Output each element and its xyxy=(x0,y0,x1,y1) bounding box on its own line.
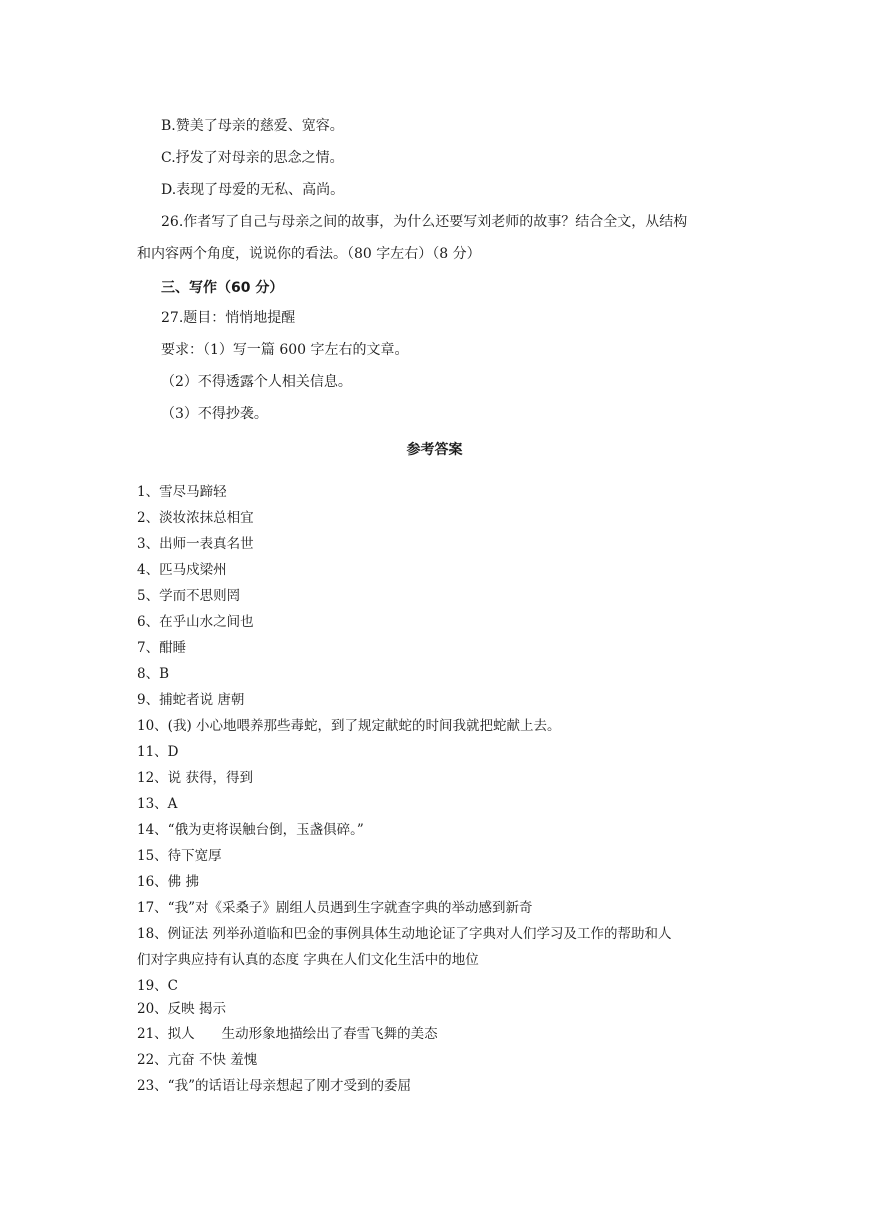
answer-item: 22、亢奋 不快 羞愧 xyxy=(137,1052,258,1068)
question-26-line-1: 26.作者写了自己与母亲之间的故事，为什么还要写刘老师的故事？结合全文，从结构 xyxy=(161,214,688,230)
question-25-option-c: C.抒发了对母亲的思念之情。 xyxy=(161,150,344,166)
question-27-title: 27.题目：悄悄地提醒 xyxy=(161,310,296,326)
question-26-line-2: 和内容两个角度，说说你的看法。（80 字左右）（8 分） xyxy=(137,246,481,262)
writing-requirement-3: （3）不得抄袭。 xyxy=(161,406,268,422)
answer-item: 12、说 获得，得到 xyxy=(137,770,253,786)
answer-item: 17、“我”对《采桑子》剧组人员遇到生字就查字典的举动感到新奇 xyxy=(137,900,533,916)
answer-item: 14、“俄为吏将误触台倒，玉盏俱碎。” xyxy=(137,822,364,838)
writing-section-heading: 三、写作（60 分） xyxy=(161,280,284,296)
answer-item: 10、(我) 小心地喂养那些毒蛇，到了规定献蛇的时间我就把蛇献上去。 xyxy=(137,718,561,734)
answer-item: 11、D xyxy=(137,744,179,760)
answer-key-heading: 参考答案 xyxy=(406,442,463,458)
question-25-option-b: B.赞美了母亲的慈爱、宽容。 xyxy=(161,118,344,134)
answer-item-continuation: 们对字典应持有认真的态度 字典在人们文化生活中的地位 xyxy=(137,952,479,968)
question-25-option-d: D.表现了母爱的无私、高尚。 xyxy=(161,182,345,198)
writing-requirement-1: 要求：（1）写一篇 600 字左右的文章。 xyxy=(161,342,409,358)
answer-item: 7、酣睡 xyxy=(137,640,187,656)
answer-item: 3、出师一表真名世 xyxy=(137,536,254,552)
answer-item: 5、学而不思则罔 xyxy=(137,588,241,604)
answer-item: 18、例证法 列举孙道临和巴金的事例具体生动地论证了字典对人们学习及工作的帮助和人 xyxy=(137,926,672,942)
answer-item: 9、捕蛇者说 唐朝 xyxy=(137,692,245,708)
answer-item: 15、待下宽厚 xyxy=(137,848,222,864)
answer-item: 6、在乎山水之间也 xyxy=(137,614,254,630)
answer-item: 19、C xyxy=(137,978,179,994)
answer-item: 8、B xyxy=(137,666,170,682)
answer-item: 21、拟人 生动形象地描绘出了春雪飞舞的美态 xyxy=(137,1026,438,1042)
answer-item: 16、佛 拂 xyxy=(137,874,199,890)
answer-item: 2、淡妆浓抹总相宜 xyxy=(137,510,254,526)
answer-item: 1、雪尽马蹄轻 xyxy=(137,484,227,500)
answer-item: 20、反映 揭示 xyxy=(137,1001,226,1017)
answer-item: 23、“我”的话语让母亲想起了刚才受到的委屈 xyxy=(137,1078,411,1094)
answer-item: 4、匹马戍梁州 xyxy=(137,562,227,578)
answer-item: 13、A xyxy=(137,796,178,812)
writing-requirement-2: （2）不得透露个人相关信息。 xyxy=(161,374,352,390)
